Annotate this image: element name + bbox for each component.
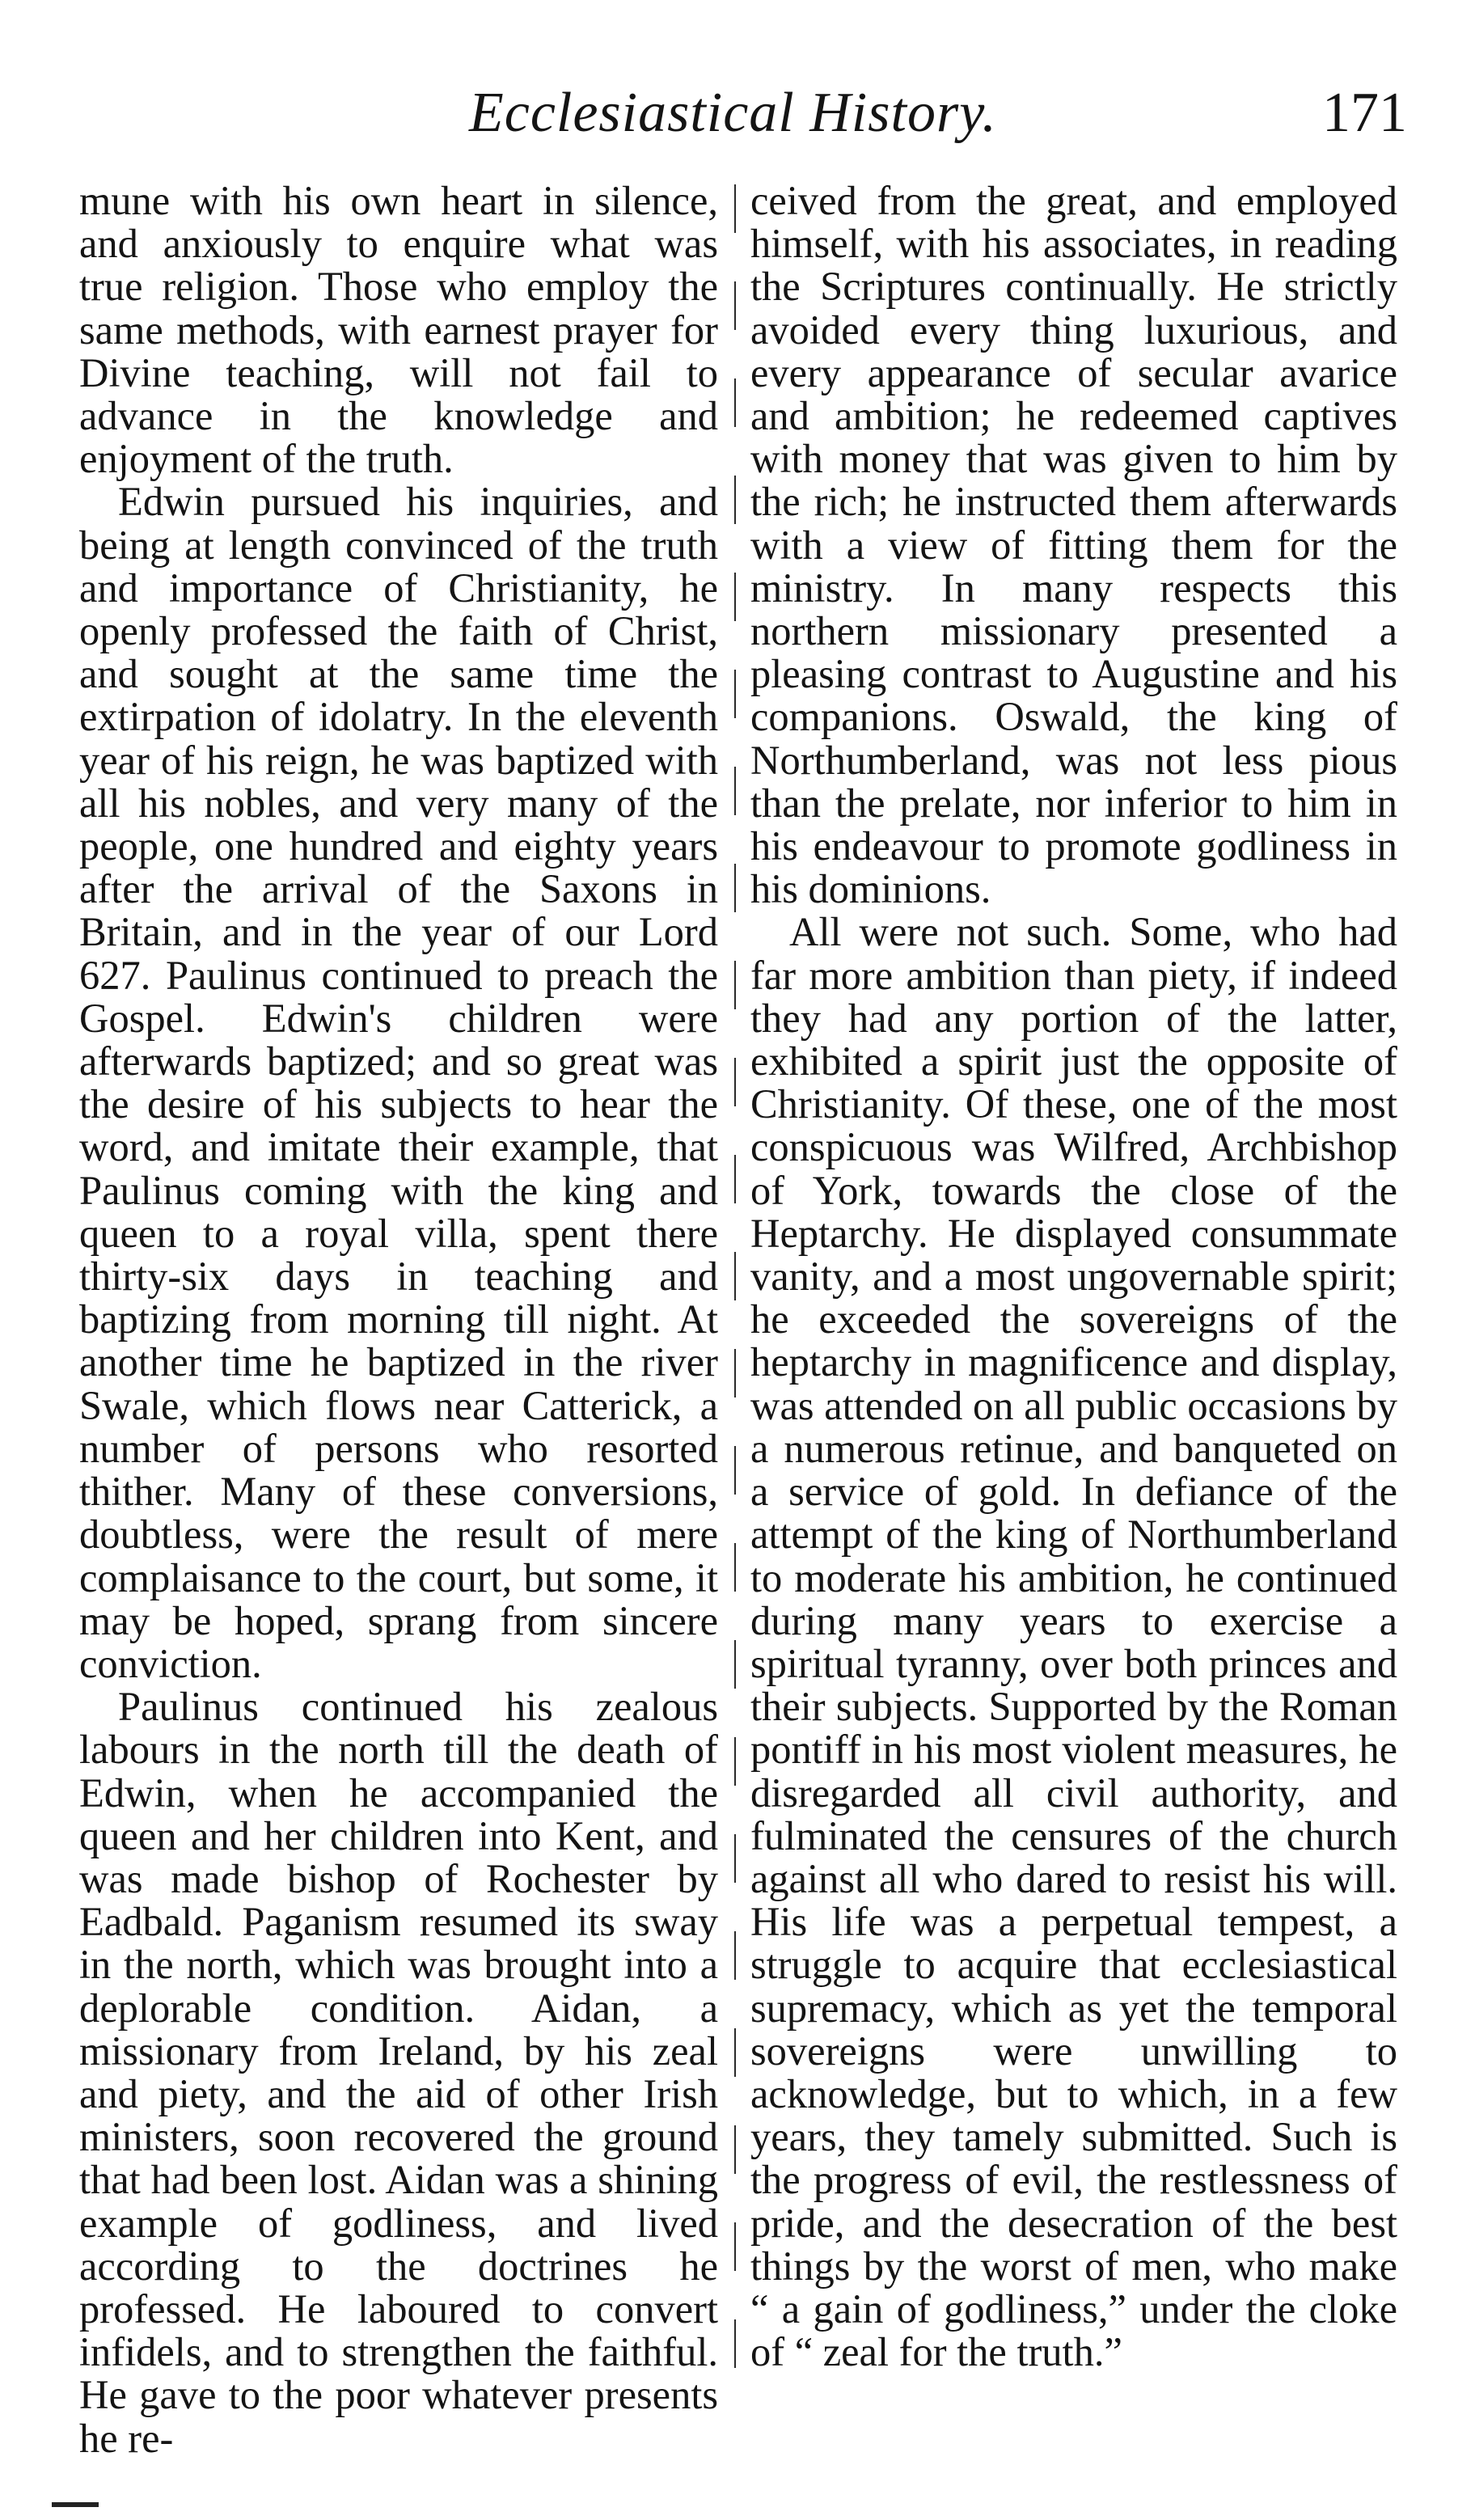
page-number: 171: [1322, 82, 1407, 144]
paragraph: ceived from the great, and employed himself, with his associates, in reading the Scriptures continually. He strictly avoided every thing luxurious, and every appearance of secular avarice and ambition; he redeemed captives with money that was given to him by the rich; he instructed them afterwards with a view of fitting them for the ministry. In many respects this northern missionary presented a pleasing contrast to Augustine and his companions. Oswald, the king of Northumberland, was not less pious than the prelate, nor inferior to him in his endeavour to promote godliness in his dominions.: [750, 178, 1397, 912]
paragraph: Paulinus continued his zealous labours in the north till the death of Edwin, when he accompanied the queen and her children into Kent, and was made bishop of Rochester by Eadbald. Paganism resumed its sway in the north, which was brought into a deplorable condition. Aidan, a missionary from Ireland, by his zeal and piety, and the aid of other Irish ministers, soon recovered the ground that had been lost. Aidan was a shining example of godliness, and lived according to the doctrines he professed. He laboured to convert infidels, and to strengthen the faithful. He gave to the poor whatever presents he re-: [79, 1684, 718, 2461]
running-title: Ecclesiastical History.: [469, 82, 997, 144]
paragraph: All were not such. Some, who had far more ambition than piety, if indeed they had any portion of the latter, exhibited a spirit just the opposite of Christianity. Of these, one of the most conspicuous was Wilfred, Archbishop of York, towards the close of the Heptarchy. He displayed consummate vanity, and a most ungovernable spirit; he exceeded the sovereigns of the heptarchy in magnificence and display, was attended on all public occasions by a numerous retinue, and banqueted on a service of gold. In defiance of the attempt of the king of Northumberland to moderate his ambition, he continued during many years to exercise a spiritual tyranny, over both princes and their subjects. Supported by the Roman pontiff in his most violent measures, he disregarded all civil authority, and fulminated the censures of the church against all who dared to resist his will. His life was a perpetual tempest, a struggle to acquire that ecclesiastical supremacy, which as yet the temporal sovereigns were unwilling to acknowledge, but to which, in a few years, they tamely submitted. Such is the progress of evil, the restlessness of pride, and the desecration of the best things by the worst of men, who make “ a gain of godliness,” under the cloke of “ zeal for the truth.”: [750, 909, 1397, 2375]
page-header: [453, 81, 1407, 154]
printer-mark: [52, 2502, 99, 2507]
right-column: [750, 180, 1397, 2374]
column-divider: [734, 184, 736, 2408]
paragraph: mune with his own heart in silence, and anxiously to enquire what was true religion. Those who employ the same methods, with earnest prayer for Divine teaching, will not fail to advance in the knowledge and enjoyment of the truth.: [79, 178, 718, 482]
left-column: [79, 180, 718, 2460]
paragraph: Edwin pursued his inquiries, and being at length convinced of the truth and importance of Christianity, he openly professed the faith of Christ, and sought at the same time the extirpation of idolatry. In the eleventh year of his reign, he was baptized with all his nobles, and very many of the people, one hundred and eighty years after the arrival of the Saxons in Britain, and in the year of our Lord 627. Paulinus continued to preach the Gospel. Edwin's children were afterwards baptized; and so great was the desire of his subjects to hear the word, and imitate their example, that Paulinus coming with the king and queen to a royal villa, spent there thirty-six days in teaching and baptizing from morning till night. At another time he baptized in the river Swale, which flows near Catterick, a number of persons who resorted thither. Many of these conversions, doubtless, were the result of mere complaisance to the court, but some, it may be hoped, sprang from sincere conviction.: [79, 479, 718, 1686]
